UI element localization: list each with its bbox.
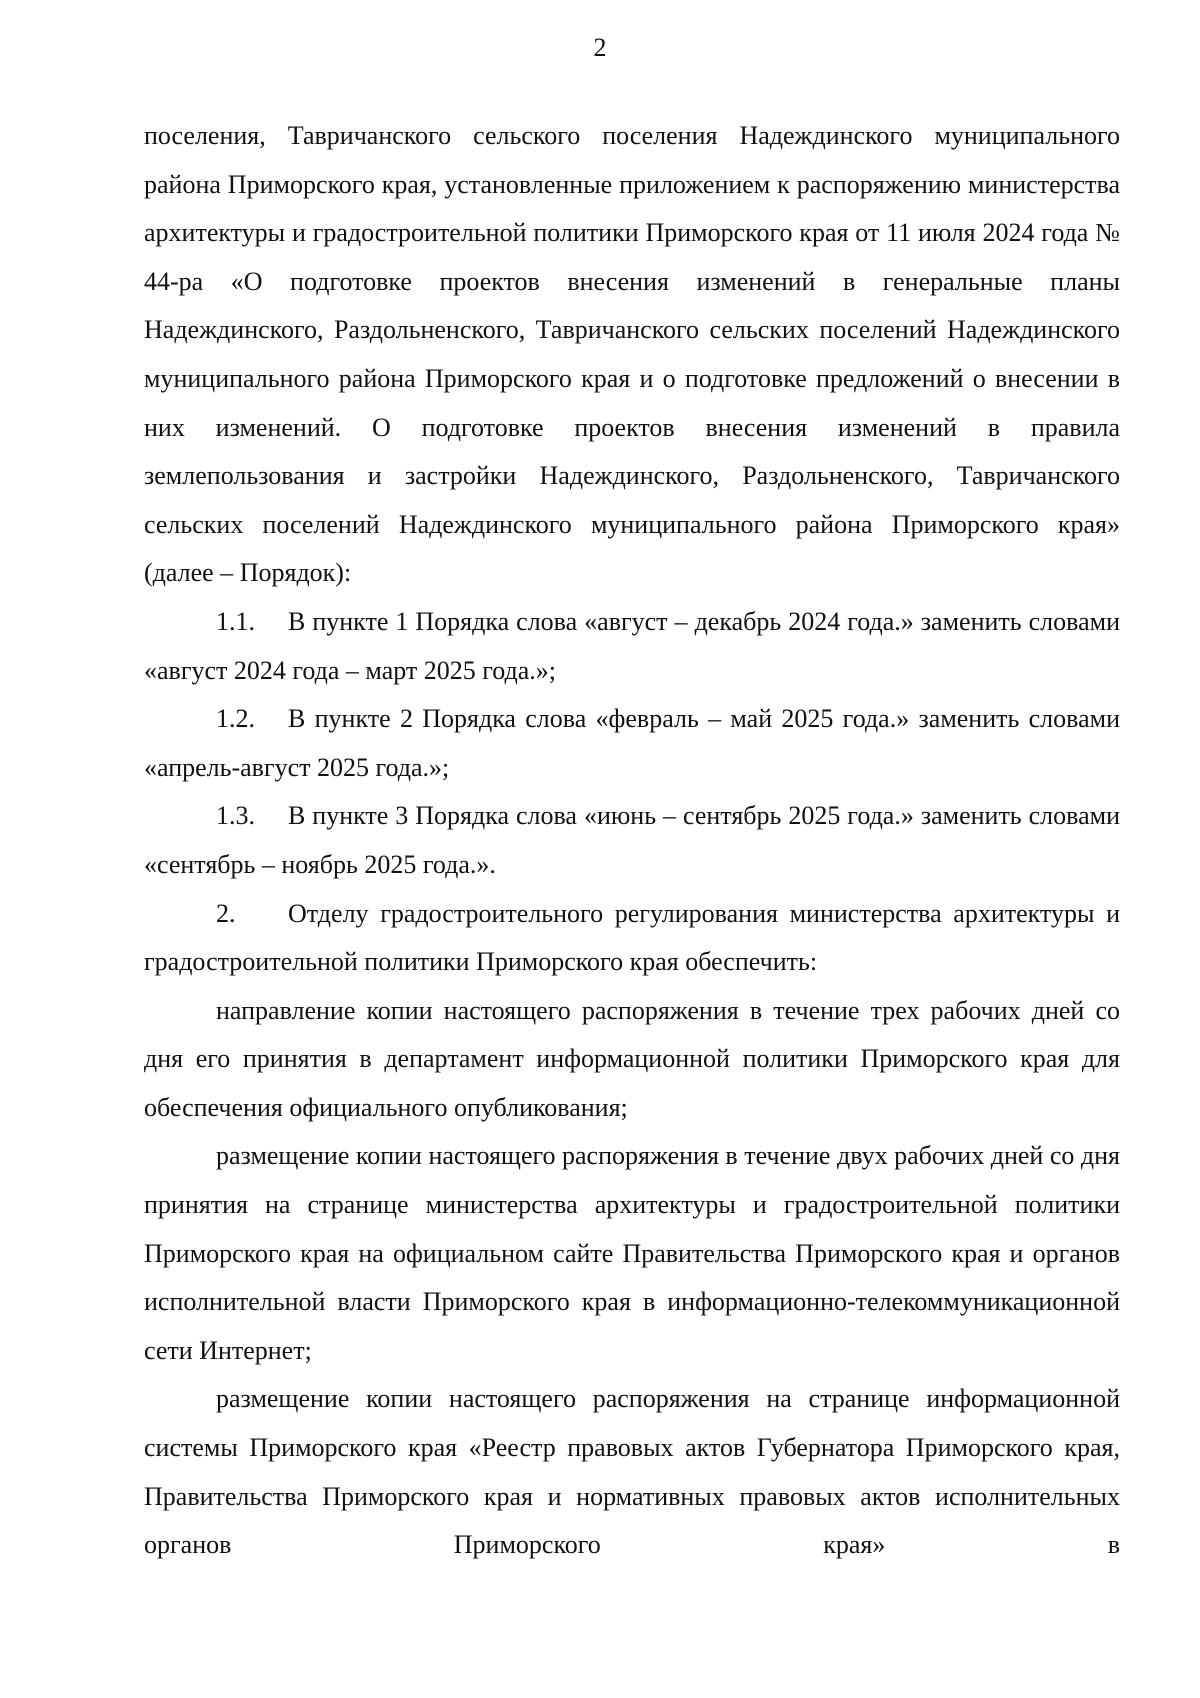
document-body xyxy=(144,112,1120,1570)
page-number: 2 xyxy=(593,33,607,62)
paragraph-directive-2: размещение копии настоящего распоряжения в течение двух рабочих дней со дня принятия на странице министерства архитектуры и градостроительной политики Приморского края на официальном сайте Правительства Приморского края и органов исполнительной власти Приморского края в информационно-телекоммуникационной сети Интернет; xyxy=(144,1141,1120,1365)
paragraph-number: 2. xyxy=(216,898,236,928)
paragraph-text: В пункте 3 Порядка слова «июнь – сентябрь 2025 года.» заменить словами «сентябрь – ноябрь 2025 года.». xyxy=(144,801,1120,879)
paragraph-directive-1: направление копии настоящего распоряжения в течение трех рабочих дней со дня его принятия в департамент информационной политики Приморского края для обеспечения официального опубликования; xyxy=(144,995,1120,1122)
paragraph-text: Отделу градостроительного регулирования министерства архитектуры и градостроительной политики Приморского края обеспечить: xyxy=(144,898,1120,977)
paragraph-intro: поселения, Тавричанского сельского поселения Надеждинского муниципального района Приморского края, установленные приложением к распоряжению министерства архитектуры и градостроительной политики Приморского края от 11 июля 2024 года № 44-ра «О подготовке проектов внесения изменений в генеральные планы Надеждинского, Раздольненского, Тавричанского сельских поселений Надеждинского муниципального района Приморского края и о подготовке предложений о внесении в них изменений. О подготовке проектов внесения изменений в правила землепользования и застройки Надеждинского, Раздольненского, Тавричанского сельских поселений Надеждинского муниципального района Приморского края» (далее – Порядок): xyxy=(144,121,1120,588)
paragraph-1-1 xyxy=(144,598,1120,695)
paragraph-number: 1.3. xyxy=(216,801,255,831)
paragraph-1-2 xyxy=(144,695,1120,792)
paragraph-text: В пункте 1 Порядка слова «август – декабрь 2024 года.» заменить словами «август 2024 года – март 2025 года.»; xyxy=(144,606,1120,685)
paragraph-number: 1.2. xyxy=(216,704,255,734)
paragraph-text: В пункте 2 Порядка слова «февраль – май 2025 года.» заменить словами «апрель-август 2025 года.»; xyxy=(144,704,1120,782)
paragraph-2 xyxy=(144,890,1120,987)
paragraph-number: 1.1. xyxy=(216,606,255,636)
paragraph-directive-3: размещение копии настоящего распоряжения на странице информационной системы Приморского края «Реестр правовых актов Губернатора Приморского края, Правительства Приморского края и нормативных правовых актов исполнительных органов Приморского края» в xyxy=(144,1384,1120,1560)
paragraph-1-3 xyxy=(144,792,1120,889)
